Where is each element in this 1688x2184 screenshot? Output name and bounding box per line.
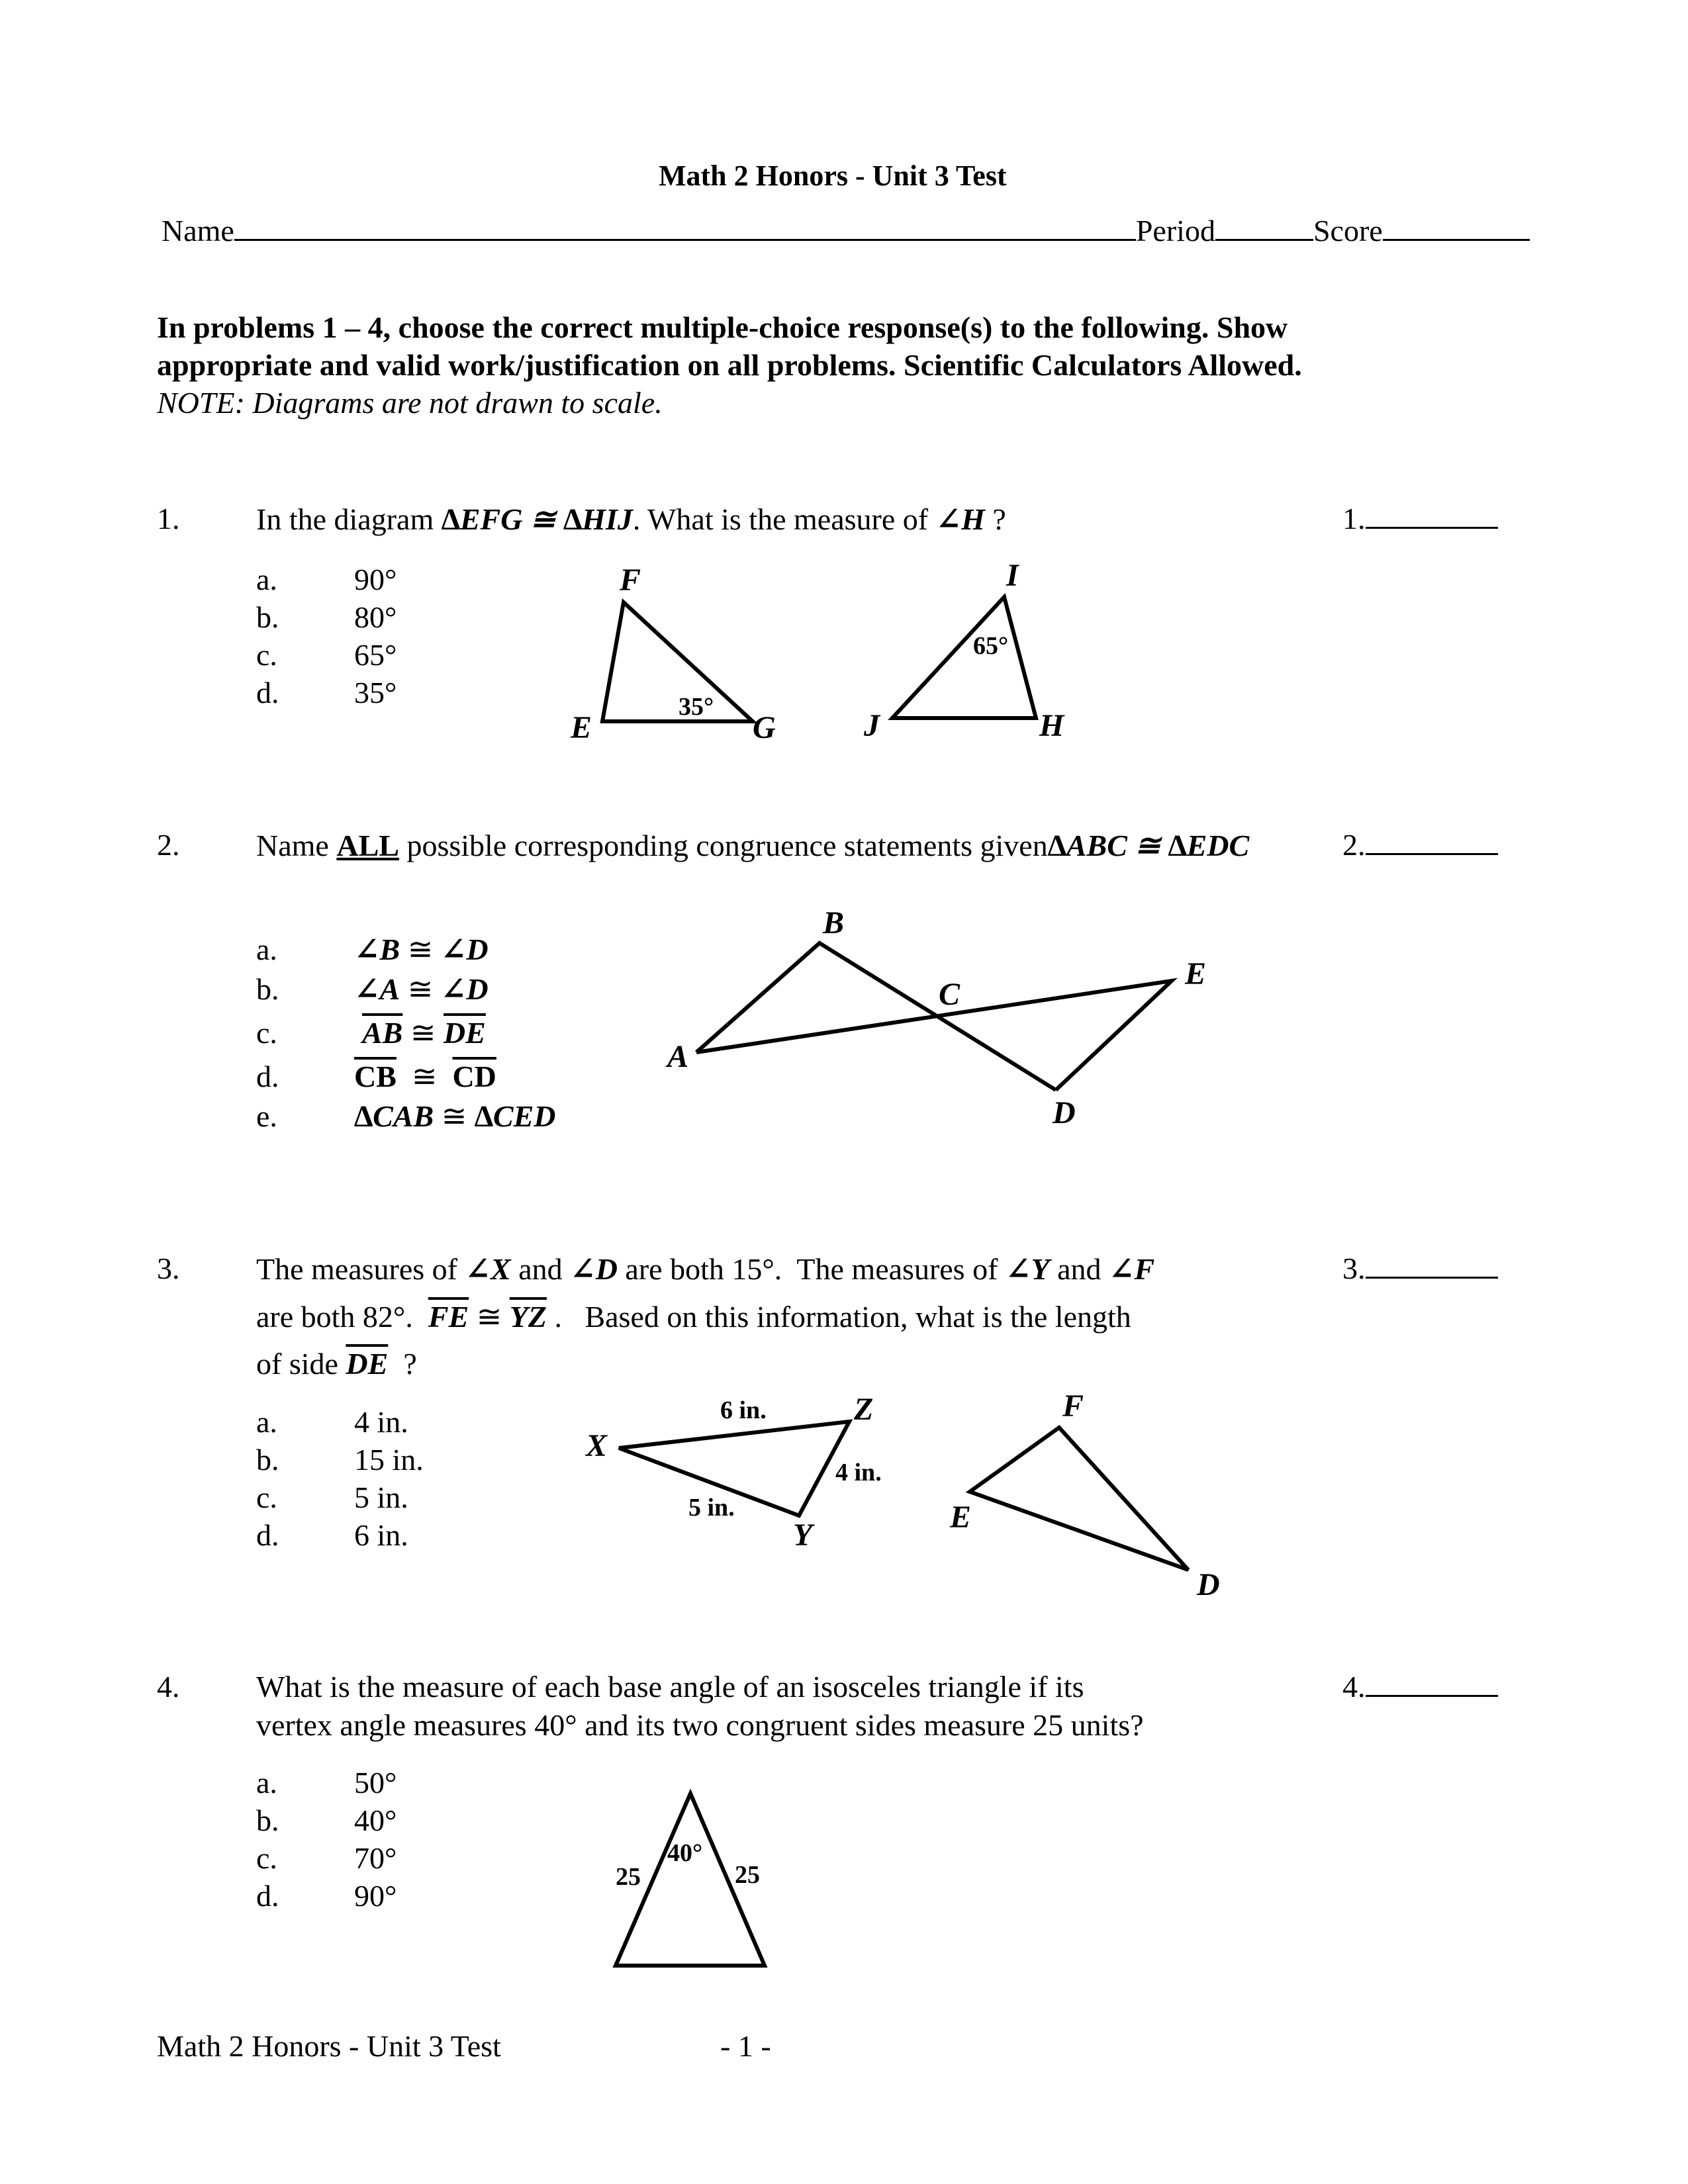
q4-number: 4. bbox=[157, 1670, 180, 1704]
q1-choice-c[interactable]: c. 65° bbox=[256, 638, 397, 672]
q3-prompt-line-3: of side $\overline{DE}$ ? bbox=[256, 1347, 417, 1381]
side-zy-label: 4 in. bbox=[835, 1459, 882, 1486]
label-x: X bbox=[586, 1428, 608, 1463]
q2-congruence-expr: ∆ABC ≅ ∆EDC bbox=[1047, 829, 1250, 862]
q2-choice-a[interactable]: a. ∠B ≅ ∠D bbox=[256, 933, 489, 966]
label-y: Y bbox=[793, 1518, 813, 1553]
label-i: I bbox=[1006, 558, 1019, 593]
label-d: D bbox=[1197, 1567, 1220, 1602]
q2-prompt-text-2: possible corresponding congruence statements given bbox=[399, 829, 1048, 862]
q2-choice-b[interactable]: b. ∠A ≅ ∠D bbox=[256, 972, 489, 1006]
q2-choice-d[interactable]: d. $\overline{CB}$ ≅ $\overline{CD}$ bbox=[256, 1060, 496, 1093]
vertex-angle-label: 40° bbox=[667, 1839, 703, 1867]
right-side-label: 25 bbox=[735, 1861, 760, 1889]
label-f: F bbox=[1062, 1388, 1084, 1424]
q2-number: 2. bbox=[157, 828, 180, 862]
q1-prompt-text-3: ? bbox=[984, 502, 1006, 536]
label-e: E bbox=[950, 1500, 972, 1535]
q4-answer-label: 4. bbox=[1342, 1670, 1366, 1704]
name-label: Name bbox=[162, 214, 234, 248]
side-xz-label: 6 in. bbox=[720, 1396, 767, 1424]
q1-choice-d[interactable]: d. 35° bbox=[256, 676, 397, 709]
q4-choice-a[interactable]: a. 50° bbox=[256, 1766, 397, 1799]
label-z: Z bbox=[854, 1392, 874, 1427]
q4-choice-b[interactable]: b. 40° bbox=[256, 1803, 397, 1837]
label-a: A bbox=[667, 1039, 689, 1074]
label-e: E bbox=[1185, 956, 1207, 991]
q4-prompt-line-2: vertex angle measures 40° and its two congruent sides measure 25 units? bbox=[256, 1708, 1144, 1742]
q4-choice-d[interactable]: d. 90° bbox=[256, 1879, 397, 1913]
label-g: G bbox=[753, 710, 776, 745]
q1-angle: ∠H bbox=[935, 502, 985, 536]
label-c: C bbox=[939, 977, 961, 1012]
q3-choice-a[interactable]: a. 4 in. bbox=[256, 1405, 408, 1439]
q1-choice-b[interactable]: b. 80° bbox=[256, 600, 397, 634]
score-label: Score bbox=[1313, 214, 1383, 248]
q2-choice-c[interactable]: c. $\overline{AB}$ ≅ $\overline{DE}$ bbox=[256, 1016, 486, 1050]
q1-prompt-text-2: . What is the measure of bbox=[632, 502, 929, 536]
q2-answer-label: 2. bbox=[1342, 828, 1366, 862]
label-e: E bbox=[571, 710, 592, 745]
page-number: - 1 - bbox=[720, 2029, 771, 2063]
q4-prompt-line-1: What is the measure of each base angle of an isosceles triangle if its bbox=[256, 1670, 1084, 1704]
q3-number: 3. bbox=[157, 1251, 180, 1285]
q3-prompt-line-2: are both 82°. $\overline{FE}$ ≅ $\overline{YZ}$ . Based on this information, what is the length bbox=[256, 1300, 1131, 1334]
q3-choice-d[interactable]: d. 6 in. bbox=[256, 1518, 408, 1552]
side-xy-label: 5 in. bbox=[688, 1494, 735, 1522]
q3-prompt-line-1: The measures of ∠X and ∠D are both 15°. The measures of ∠Y and ∠F bbox=[256, 1252, 1155, 1286]
page-title: Math 2 Honors - Unit 3 Test bbox=[659, 159, 1007, 192]
angle-i-label: 65° bbox=[973, 632, 1009, 660]
q2-prompt-text: Name bbox=[256, 829, 337, 862]
q4-choice-c[interactable]: c. 70° bbox=[256, 1841, 397, 1875]
period-label: Period bbox=[1135, 214, 1215, 248]
angle-g-label: 35° bbox=[679, 693, 714, 721]
instructions-note: NOTE: Diagrams are not drawn to scale. bbox=[157, 386, 663, 420]
label-j: J bbox=[864, 708, 880, 743]
left-side-label: 25 bbox=[616, 1863, 641, 1891]
label-f: F bbox=[620, 563, 641, 598]
q1-answer-label: 1. bbox=[1342, 502, 1366, 535]
q1-number: 1. bbox=[157, 502, 180, 535]
q3-choice-c[interactable]: c. 5 in. bbox=[256, 1480, 408, 1514]
q1-choice-a[interactable]: a. 90° bbox=[256, 563, 397, 596]
instructions-line-2: appropriate and valid work/justification on all problems. Scientific Calculators Allowed. bbox=[157, 348, 1302, 382]
q1-prompt-text: In the diagram bbox=[256, 502, 434, 536]
q3-choice-b[interactable]: b. 15 in. bbox=[256, 1443, 424, 1477]
footer-title: Math 2 Honors - Unit 3 Test bbox=[157, 2029, 501, 2063]
q2-choice-e[interactable]: e. ∆CAB ≅ ∆CED bbox=[256, 1099, 556, 1133]
label-d: D bbox=[1053, 1095, 1076, 1130]
label-h: H bbox=[1039, 708, 1064, 743]
label-b: B bbox=[823, 905, 845, 940]
q2-all-emphasis: ALL bbox=[336, 829, 399, 862]
instructions-line-1: In problems 1 – 4, choose the correct multiple-choice response(s) to the following. Show bbox=[157, 310, 1288, 344]
q3-answer-label: 3. bbox=[1342, 1251, 1366, 1285]
q1-congruence-expr: ∆EFG ≅ ∆HIJ bbox=[441, 502, 633, 536]
